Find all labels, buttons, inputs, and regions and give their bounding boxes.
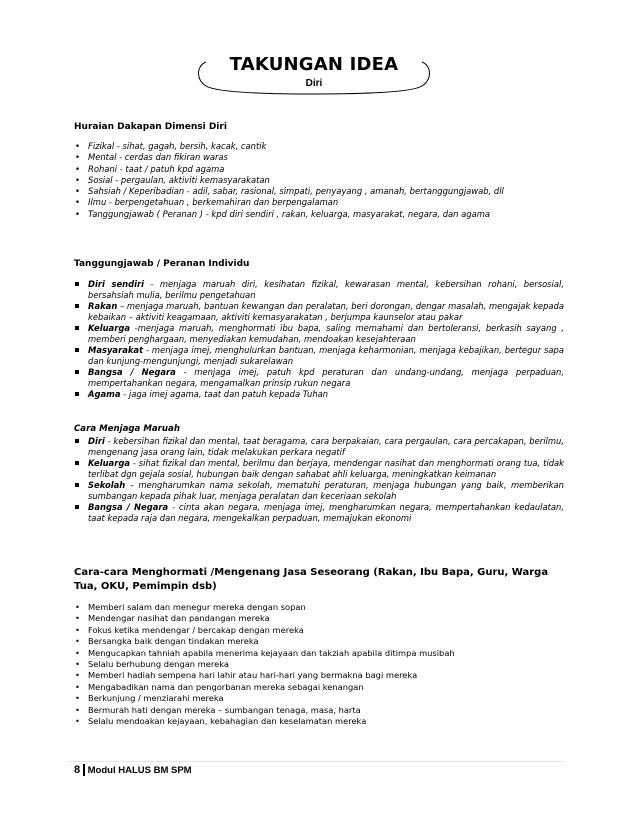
section-heading-maruah: Cara Menjaga Maruah — [74, 424, 180, 434]
item-text: -menjaga maruah, menghormati ibu bapa, saling memahami dan bertoleransi, berkasih sayang , memberi penghargaan, menyediakan kemudahan, mendoakan kesejahteraan — [88, 323, 564, 344]
list-item: • Fokus ketika mendengar / bercakap dengan mereka — [74, 625, 554, 636]
item-text: - jaga imej agama, taat dan patuh kepada Tuhan — [120, 389, 329, 399]
list-item: • Mendengar nasihat dan pandangan mereka — [74, 613, 554, 624]
item-text: – menjaga maruah, bantuan kewangan dan peralatan, beri dorongan, dengar masalah, mengajak kepada kebaikan – aktiviti keagamaan, aktiviti kemasyarakatan , berjumpa kaunselor atau pakar — [88, 301, 564, 322]
list-item — [74, 345, 564, 367]
item-key: Diri — [88, 436, 105, 446]
list-item: • Berkunjung / menziarahi mereka — [74, 693, 554, 704]
list-item: • Ilmu - berpengetahuan , berkemahiran dan berpengalaman — [74, 197, 554, 208]
list-item: • Bermurah hati dengan mereka – sumbangan tenaga, masa, harta — [74, 705, 554, 716]
list-item: • Memberi salam dan menegur mereka dengan sopan — [74, 602, 554, 613]
tanggungjawab-list — [74, 279, 564, 400]
item-key: Diri sendiri — [88, 279, 144, 289]
list-item: • Fizikal - sihat, gagah, bersih, kacak, cantik — [74, 141, 554, 152]
page-number: 8 — [74, 764, 81, 776]
item-key: Keluarga — [88, 458, 130, 468]
section-heading-menghormati: Cara-cara Menghormati /Mengenang Jasa Seseorang (Rakan, Ibu Bapa, Guru, Warga Tua, OKU, Pemimpin dsb) — [74, 567, 549, 592]
page-title: TAKUNGAN IDEA — [229, 54, 399, 75]
list-item: • Bersangka baik dengan tindakan mereka — [74, 636, 554, 647]
list-item: • Sahsiah / Keperibadian - adil, sabar, rasional, simpati, penyayang , amanah, bertanggungjawab, dll — [74, 186, 554, 197]
section-heading-tanggungjawab: Tanggungjawab / Peranan Individu — [74, 259, 250, 269]
item-key: Bangsa / Negara — [88, 502, 169, 512]
list-item — [74, 323, 564, 345]
item-key: Sekolah — [88, 480, 126, 490]
list-item — [74, 367, 564, 389]
list-item — [74, 279, 564, 301]
maruah-list — [74, 436, 564, 524]
page-footer — [74, 764, 192, 776]
list-item — [74, 301, 564, 323]
list-item: • Rohani - taat / patuh kpd agama — [74, 164, 554, 175]
list-item: • Tanggungjawab ( Peranan ) - kpd diri sendiri , rakan, keluarga, masyarakat, negara, dan agama — [74, 209, 554, 220]
footer-separator — [83, 764, 85, 776]
item-key: Agama — [88, 389, 121, 399]
footer-label: Modul HALUS BM SPM — [87, 764, 192, 776]
dimensi-list — [74, 141, 554, 220]
list-item — [74, 458, 564, 480]
item-key: Rakan — [88, 301, 118, 311]
item-text: – mengharumkan nama sekolah, mematuhi peraturan, menjaga hubungan yang baik, memberikan sumbangan kepada pihak luar, menjaga peralatan dan keceriaan sekolah — [88, 480, 564, 501]
list-item — [74, 502, 564, 524]
list-item — [74, 480, 564, 502]
list-item: • Selalu mendoakan kejayaan, kebahagian dan keselamatan mereka — [74, 716, 554, 727]
list-item: • Selalu berhubung dengan mereka — [74, 659, 554, 670]
item-key: Bangsa / Negara — [88, 367, 176, 377]
footer-divider — [68, 761, 564, 762]
list-item: • Memberi hadiah sempena hari lahir atau hari-hari yang bermakna bagi mereka — [74, 670, 554, 681]
page-subtitle: Diri — [305, 78, 323, 89]
list-item: • Mengabadikan nama dan pengorbanan mereka sebagai kenangan — [74, 682, 554, 693]
item-text: - menjaga maruah diri, kesihatan fizikal, kewarasan mental, kebersihan rohani, bersosial, bersahsiah mulia, berilmu pengetahuan — [88, 279, 564, 300]
list-item: • Mental - cerdas dan fikiran waras — [74, 152, 554, 163]
item-text: - menjaga imej, patuh kpd peraturan dan undang-undang, menjaga perpaduan, mempertahankan negara, mengamalkan prinsip rukun negara — [88, 367, 565, 388]
item-text: - cinta akan negara, menjaga imej, mengharumkan negara, mempertahankan kedaulatan, taat kepada raja dan negara, mengekalkan perpaduan, memajukan ekonomi — [88, 502, 564, 523]
list-item — [74, 389, 564, 400]
item-text: - menjaga imej, menghulurkan bantuan, menjaga keharmonian, menjaga kebajikan, bertegur sapa dan kunjung-mengunjungi, menjadi sukarelawan — [88, 345, 564, 366]
list-item: • Sosial - pergaulan, aktiviti kemasyarakatan — [74, 175, 554, 186]
list-item: • Mengucapkan tahniah apabila menerima kejayaan dan takziah apabila ditimpa musibah — [74, 648, 554, 659]
item-key: Keluarga — [88, 323, 130, 333]
title-banner — [196, 52, 432, 98]
menghormati-list — [74, 602, 554, 727]
section-heading-dimensi: Huraian Dakapan Dimensi Diri — [74, 122, 227, 132]
item-key: Masyarakat — [88, 345, 144, 355]
item-text: - kebersihan fizikal dan mental, taat beragama, cara berpakaian, cara pergaulan, cara percakapan, berilmu, mengenang jasa orang lain, tidak melakukan perkara negatif — [88, 436, 564, 457]
list-item — [74, 436, 564, 458]
item-text: - sihat fizikal dan mental, berilmu dan berjaya, mendengar nasihat dan menghormati orang tua, tidak terlibat dgn gejala sosial, hubungan baik dengan sahabat ahli keluarga, meningkatkan keimanan — [88, 458, 564, 479]
